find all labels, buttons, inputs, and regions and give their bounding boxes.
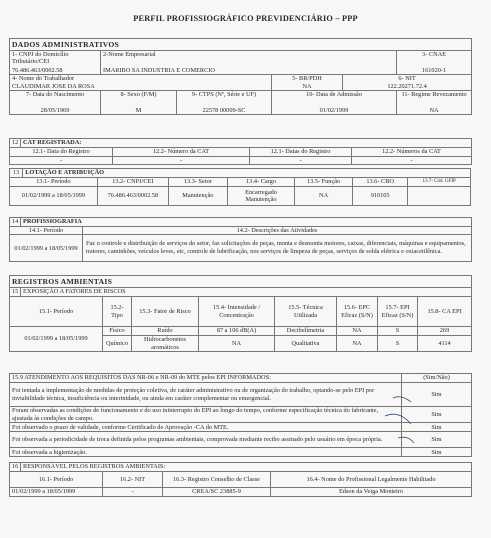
responsaveis-table <box>9 462 472 497</box>
lotacao-cnpj: 76.486.463/0002.58 <box>97 187 168 206</box>
amb-header-epi: 15.7- EPI Eficaz (S/N) <box>378 297 418 327</box>
ambientais-num: 15 <box>10 288 21 297</box>
epi-heading: 15.9 ATENDIMENTO AOS REQUISITOS DAS NR-06 e NR-09 do MTE pelos EPI INFORMADOS: <box>10 374 402 383</box>
resp-header-nit: 16.2- NIT <box>103 472 163 488</box>
resp-nome: Edson da Veiga Monteiro <box>271 488 472 497</box>
amb-row2-epc: NA <box>337 336 378 352</box>
birth-label: 7- Data do Nascimento <box>10 91 101 107</box>
br-label: 5- BR/PDH <box>272 75 343 83</box>
admin-table <box>9 38 472 115</box>
cat-v3: - <box>250 157 352 165</box>
amb-row1-epi: S <box>378 327 418 336</box>
admission-value: 01/02/1999 <box>272 107 397 115</box>
cat-v4: - <box>352 157 472 165</box>
resp-registro: CREA/SC 23885-9 <box>163 488 271 497</box>
epi-table <box>9 373 472 457</box>
resp-header-period: 16.1- Período <box>10 472 103 488</box>
cat-col1: 12.1- Data do Registro <box>10 148 113 157</box>
company-value: IMARIBO SA INDUSTRIA E COMERCIO <box>101 67 397 75</box>
cat-col2: 12.2- Número da CAT <box>113 148 250 157</box>
amb-header-epc: 15.6- EPC Eficaz (S/N) <box>337 297 378 327</box>
amb-row1-epc: NA <box>337 327 378 336</box>
amb-period: 01/02/1999 a 18/05/1999 <box>10 327 103 352</box>
amb-header-ca: 15.8- CA EPI <box>418 297 472 327</box>
admin-heading: DADOS ADMINISTRATIVOS <box>10 39 472 51</box>
prof-heading: PROFISSIOGRAFIA <box>21 218 472 227</box>
epi-item-text: Foi tentada a implementação de medidas de proteção coletiva, de caráter administrativo ou de organização do trabalho, optando-se pelo EPI por inviabilidade técnica, insuficiência ou interinidade, ou ainda em caráter complementar ou emergencial. <box>10 383 402 407</box>
company-label: 2-Nome Empresarial <box>101 51 397 59</box>
ctps-label: 9- CTPS (Nº, Série e UF) <box>177 91 272 107</box>
amb-header-intensidade: 15.4- Intensidade / Concentração <box>199 297 275 327</box>
cat-table <box>9 138 472 165</box>
cnpj-label: 1- CNPJ do Domicílio Tributário/CEI <box>10 51 101 67</box>
epi-item-text: Foi observado o prazo de validade, conforme Certificado de Aprovação -CA do MTE. <box>10 423 402 432</box>
amb-row1-tipo: Físico <box>103 327 132 336</box>
cnpj-value: 76.486.463/0002.58 <box>10 67 101 75</box>
ctps-value: 22578 00009-SC <box>177 107 272 115</box>
amb-header-period: 15.1- Período <box>10 297 103 327</box>
epi-item-text: Foi observada a higienização. <box>10 448 402 457</box>
amb-row2-fator: Hidrocarbonetos aromáticos <box>132 336 199 352</box>
amb-row2-ca: 4114 <box>418 336 472 352</box>
prof-period: 01/02/1999 a 18/05/1999 <box>10 235 83 262</box>
epi-item-answer: Sim <box>402 423 472 432</box>
ambientais-sub: EXPOSIÇÃO A FATORES DE RISCOS <box>21 288 472 297</box>
regime-label: 11- Regime Revezamento <box>397 91 472 107</box>
nit-label: 6- NIT <box>343 75 472 83</box>
prof-num: 14 <box>10 218 21 227</box>
page-title: PERFIL PROFISSIOGRÁFICO PREVIDENCIÁRIO – PPP <box>133 14 358 23</box>
admission-label: 10- Data de Admissão <box>272 91 397 107</box>
amb-header-tecnica: 15.5- Técnica Utilizada <box>275 297 337 327</box>
epi-item-answer: Sim <box>402 407 472 423</box>
lotacao-header-funcao: 13.5- Função <box>295 178 353 187</box>
epi-item-text: Foram observadas as condições de funcionamento e do uso ininterrupto do EPI ao longo do tempo, conforme especificação técnica do fabricante, ajustada às condições de campo. <box>10 407 402 423</box>
sex-label: 8- Sexo (F/M) <box>101 91 177 107</box>
lotacao-header-setor: 13.3- Setor <box>168 178 227 187</box>
lotacao-gfip <box>408 187 471 206</box>
resp-period: 01/02/1999 a 18/05/1999 <box>10 488 103 497</box>
epi-item-answer: Sim <box>402 448 472 457</box>
br-value: NA <box>272 83 343 91</box>
resp-header-registro: 16.3- Registro Conselho de Classe <box>163 472 271 488</box>
nit-value: 122.20271.72.4 <box>343 83 472 91</box>
lotacao-header-cnpj: 13.2- CNPJ/CEI <box>97 178 168 187</box>
lotacao-setor: Manutenção <box>168 187 227 206</box>
amb-row2-epi: S <box>378 336 418 352</box>
resp-nit: - <box>103 488 163 497</box>
amb-header-fator: 15.3- Fator de Risco <box>132 297 199 327</box>
epi-item-answer: Sim <box>402 432 472 448</box>
cnae-value: 161020-1 <box>397 67 472 75</box>
amb-row1-ca: 269 <box>418 327 472 336</box>
lotacao-period: 01/02/1999 a 18/05/1999 <box>10 187 98 206</box>
amb-row1-intensidade: 87 a 106 dB(A) <box>199 327 275 336</box>
amb-row1-fator: Ruído <box>132 327 199 336</box>
birth-value: 28/05/1969 <box>10 107 101 115</box>
amb-header-tipo: 15.2- Tipo <box>103 297 132 327</box>
amb-row2-intensidade: NA <box>199 336 275 352</box>
lotacao-cargo: Encarregado Manutenção <box>227 187 294 206</box>
epi-item-text: Foi observada a periodicidade de troca definida pelos programas ambientais, comprovada mediante recibo assinado pelo usuário em época própria. <box>10 432 402 448</box>
cat-heading: CAT REGISTRADA: <box>21 139 472 148</box>
worker-label: 4- Nome do Trabalhador <box>10 75 272 83</box>
epi-item-answer: Sim <box>402 383 472 407</box>
ambientais-table <box>9 275 472 352</box>
cnae-label: 3- CNAE <box>397 51 472 59</box>
amb-row1-tecnica: Decibelímetria <box>275 327 337 336</box>
lotacao-funcao: NA <box>295 187 353 206</box>
lotacao-header-cbo: 13.6- CBO <box>352 178 407 187</box>
cat-col3: 12.1- Datas do Registro <box>250 148 352 157</box>
lotacao-header-cargo: 13.4- Cargo <box>227 178 294 187</box>
resp-header-nome: 16.4- Nome do Profissional Legalmente Habilitado <box>271 472 472 488</box>
lotacao-table <box>9 168 471 206</box>
ambientais-heading: REGISTROS AMBIENTAIS <box>10 276 472 288</box>
epi-yn-label: (Sim/Não) <box>402 374 472 383</box>
worker-value: CLAUDIMAR JOSE DA ROSA <box>10 83 272 91</box>
resp-num: 16 <box>10 463 21 472</box>
sex-value: M <box>101 107 177 115</box>
profissiografia-table <box>9 217 472 262</box>
lotacao-cbo: 910105 <box>352 187 407 206</box>
cat-num: 12 <box>10 139 21 148</box>
resp-heading: RESPONSÁVEL PELOS REGISTROS AMBIENTAIS: <box>21 463 472 472</box>
prof-period-label: 14.1- Período <box>10 227 83 235</box>
lotacao-heading: LOTAÇÃO E ATRIBUIÇÃO <box>23 169 471 178</box>
regime-value: NA <box>397 107 472 115</box>
prof-desc-label: 14.2- Descrições das Atividades <box>83 227 472 235</box>
amb-row2-tipo: Químico <box>103 336 132 352</box>
cat-col4: 12.2- Números da CAT <box>352 148 472 157</box>
cat-v1: - <box>10 157 113 165</box>
lotacao-header-gfip: 13.7- Cód. GFIP <box>408 178 471 187</box>
cat-v2: - <box>113 157 250 165</box>
prof-description: Faz o controle e distribuição de serviços do setor, faz solicitações de peças, monta e desmonta motores, caixas, diferenciais, máquinas e equipamentos, tratores, caminhões, veículos leves, etc, controle de lubrificação, nos serviços de limpeza de peças, serviços de solda elétrica e oxiacetilênica. <box>83 235 472 262</box>
amb-row2-tecnica: Qualitativa <box>275 336 337 352</box>
lotacao-num: 13 <box>10 169 23 178</box>
lotacao-header-period: 13.1- Período <box>10 178 98 187</box>
